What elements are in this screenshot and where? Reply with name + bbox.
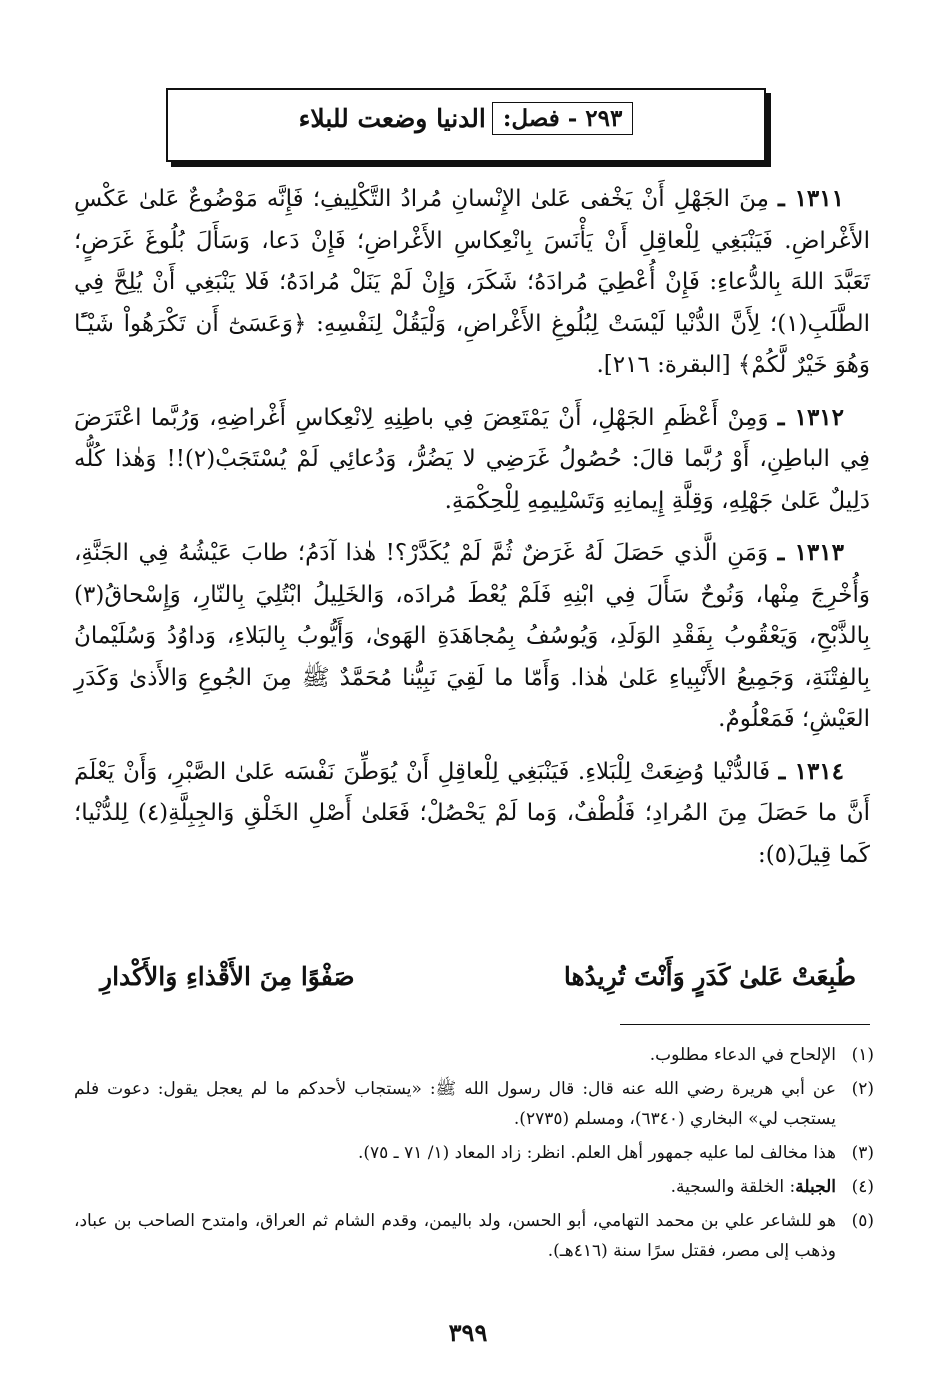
footnotes: [74, 1040, 874, 1270]
paragraph-1314: [74, 751, 870, 877]
verse-second-hemistich: صَفْوًا مِنَ الأَقْذاءِ وَالأَكْدارِ: [100, 962, 355, 991]
footnote-definition: : الخلقة والسجية.: [670, 1177, 796, 1197]
paragraph-1311: [74, 178, 870, 387]
section-header-content: [168, 102, 764, 135]
section-header: [166, 88, 766, 162]
footnote-number: (٣): [851, 1143, 874, 1163]
section-number-label: ٢٩٣ - فصل:: [492, 102, 633, 135]
paragraph-1312: [74, 397, 870, 523]
footnote-text: الإلحاح في الدعاء مطلوب.: [649, 1045, 836, 1065]
footnote-divider: [620, 1024, 870, 1025]
paragraph-text: فَالدُّنْيا وُضِعَتْ لِلْبَلاءِ. فَيَنْبَغِي لِلْعاقِلِ أَنْ يُوَطِّنَ نَفْسَه عَلىٰ الصَّبْرِ، وَأَنْ يَعْلَمَ أَنَّ ما حَصَلَ مِنَ المُرادِ؛ فَلُطْفٌ، وَما لَمْ يَحْصُلْ؛ فَعَلىٰ أَصْلِ الخَلْقِ وَالجِبِلَّةِ(٤) لِلدُّنْيا؛ كَما قِيلَ(٥):: [74, 758, 870, 868]
footnote-3: [74, 1138, 874, 1168]
paragraph-text: وَمِنْ أَعْظَمِ الجَهْلِ، أَنْ يَمْتَعِضَ فِي باطِنِهِ لِانْعِكاسِ أَغْراضِهِ، وَرُبَّما اعْتَرَضَ فِي الباطِنِ، أَوْ رُبَّما قالَ: حُصُولُ غَرَضِي لا يَضُرُّ، وَدُعائِي لَمْ يُسْتَجَبْ(٢)!! وَهٰذا كُلُّه دَلِيلٌ عَلىٰ جَهْلِهِ، وَقِلَّةِ إِيمانِهِ وَتَسْلِيمِهِ لِلْحِكْمَةِ.: [74, 404, 870, 514]
footnote-number: (٥): [851, 1211, 874, 1231]
paragraph-text: وَمَنِ الَّذي حَصَلَ لَهُ غَرَضٌ ثُمَّ لَمْ يُكَدَّرْ؟! هٰذا آدَمُ؛ طابَ عَيْشُهُ فِي الجَنَّةِ، وَأُخْرِجَ مِنْها، وَنُوحٌ سَأَلَ فِي ابْنِهِ فَلَمْ يُعْطَ مُرادَه، وَالخَلِيلُ ابْتُلِيَ بِالنّارِ، وَإِسْحاقُ(٣) بِالذَّبْحِ، وَيَعْقُوبُ بِفَقْدِ الوَلَدِ، وَيُوسُفُ بِمُجاهَدَةِ الهَوىٰ، وَأَيُّوبُ بِالبَلاءِ، وَداوُدُ وَسُلَيْمانُ بِالفِتْنَةِ، وَجَمِيعُ الأَنْبِياءِ عَلىٰ هٰذا. وَأَمّا ما لَقِيَ نَبِيُّنا مُحَمَّدٌ ﷺ مِنَ الجُوعِ وَالأَذىٰ وَكَدَرِ العَيْشِ؛ فَمَعْلُومٌ.: [74, 540, 870, 732]
paragraph-1313: [74, 532, 870, 741]
footnote-2: [74, 1074, 874, 1134]
footnote-number: (١): [851, 1045, 874, 1065]
section-title: الدنيا وضعت للبلاء: [298, 104, 486, 133]
footnote-number: (٢): [851, 1079, 874, 1099]
footnote-1: [74, 1040, 874, 1070]
footnote-text: عن أبي هريرة رضي الله عنه قال: قال رسول الله ﷺ: «يستجاب لأحدكم ما لم يعجل يقول: دعوت فلم يستجب لي» البخاري (٦٣٤٠)، ومسلم (٢٧٣٥).: [74, 1079, 836, 1129]
footnote-4: [74, 1172, 874, 1202]
paragraph-number: ١٣١٤ ـ: [778, 757, 845, 785]
footnote-text: هو للشاعر علي بن محمد التهامي، أبو الحسن، ولد باليمن، وقدم الشام ثم العراق، وامتدح الصاحب بن عباد، وذهب إلى مصر، فقتل سرًا سنة (٤١٦هـ).: [74, 1211, 836, 1261]
footnote-5: [74, 1206, 874, 1266]
page-number: ٣٩٩: [448, 1318, 488, 1347]
footnote-term: الجبلة: [795, 1177, 836, 1197]
footnote-text: [74, 1172, 836, 1202]
paragraph-text: مِنَ الجَهْلِ أَنْ يَخْفى عَلىٰ الإِنْسانِ مُرادُ التَّكْلِيفِ؛ فَإِنَّه مَوْضُوعٌ عَلىٰ عَكْسِ الأَغْراضِ. فَيَنْبَغِي لِلْعاقِلِ أَنْ يَأْنَسَ بِانْعِكاسِ الأَغْراضِ؛ فَإِنْ دَعا، وَسَأَلَ بُلُوغَ غَرَضٍ؛ تَعَبَّدَ اللهَ بِالدُّعاءِ: فَإِنْ أُعْطِيَ مُرادَهُ؛ شَكَرَ، وَإِنْ لَمْ يَنَلْ مُرادَهُ؛ فَلا يَنْبَغِي أَنْ يُلِحَّ فِي الطَّلَبِ(١)؛ لِأَنَّ الدُّنْيا لَيْسَتْ لِبُلُوغِ الأَغْراضِ، وَلْيَقُلْ لِنَفْسِهِ: ﴿وَعَسَىٰٓ أَن تَكْرَهُواْ شَيْـًٔا وَهُوَ خَيْرٌ لَّكُمْ﴾ [البقرة: ٢١٦].: [74, 186, 870, 378]
footnote-text: هذا مخالف لما عليه جمهور أهل العلم. انظر: زاد المعاد (١/ ٧١ ـ ٧٥).: [357, 1143, 836, 1163]
poetry-verse: [100, 962, 856, 991]
paragraph-number: ١٣١١ ـ: [778, 185, 844, 212]
paragraph-number: ١٣١٣ ـ: [777, 539, 844, 566]
verse-first-hemistich: طُبِعَتْ عَلىٰ كَدَرٍ وَأَنْتَ تُرِيدُها: [563, 962, 856, 991]
paragraph-number: ١٣١٢ ـ: [777, 403, 845, 431]
main-text: [74, 178, 870, 886]
footnote-number: (٤): [851, 1177, 874, 1197]
